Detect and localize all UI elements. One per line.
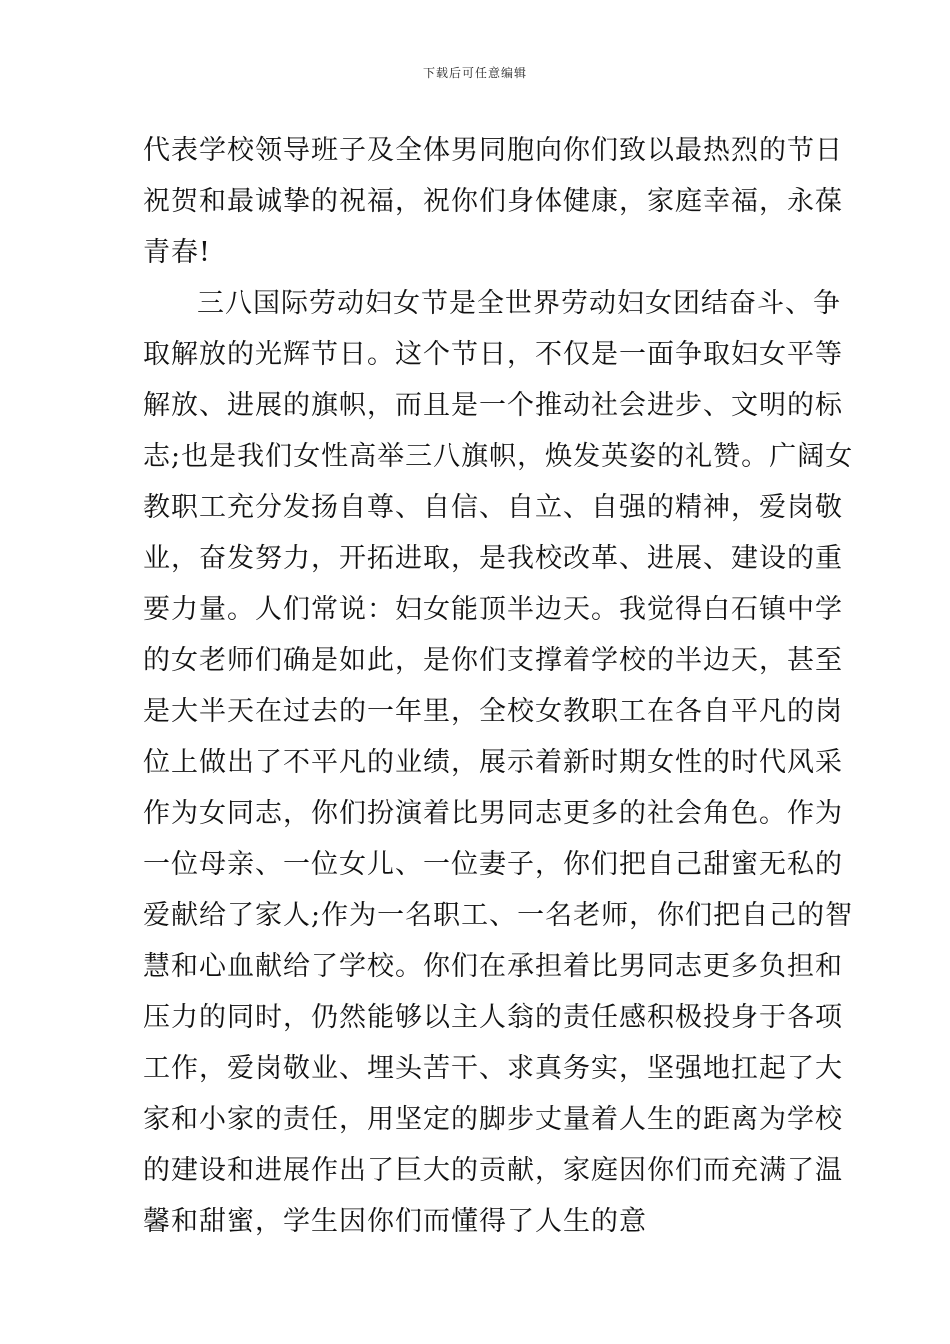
- text-line: 教职工充分发扬自尊、自信、自立、自强的精神，爱岗敬: [143, 492, 843, 523]
- paragraph-first-line: 三八国际劳动妇女节是全世界劳动妇女团结奋斗、争: [197, 288, 841, 319]
- text-line: 一位母亲、一位女儿、一位妻子，你们把自己甜蜜无私的: [143, 849, 843, 880]
- text-line: 解放、进展的旗帜，而且是一个推动社会进步、文明的标: [143, 390, 843, 421]
- text-line: 祝贺和最诚挚的祝福，祝你们身体健康，家庭幸福，永葆: [143, 186, 843, 217]
- text-line: 代表学校领导班子及全体男同胞向你们致以最热烈的节日: [143, 135, 843, 166]
- text-line: 取解放的光辉节日。这个节日，不仅是一面争取妇女平等: [143, 339, 843, 370]
- text-line: 慧和心血献给了学校。你们在承担着比男同志更多负担和: [143, 951, 843, 982]
- text-line: 业，奋发努力，开拓进取，是我校改革、进展、建设的重: [143, 543, 843, 574]
- text-line: 是大半天在过去的一年里，全校女教职工在各自平凡的岗: [143, 696, 843, 727]
- text-line: 位上做出了不平凡的业绩，展示着新时期女性的时代风采: [143, 747, 843, 778]
- text-line: 志;也是我们女性高举三八旗帜，焕发英姿的礼赞。广阔女: [143, 441, 854, 472]
- text-line: 作为女同志，你们扮演着比男同志更多的社会角色。作为: [143, 798, 843, 829]
- text-line: 的女老师们确是如此，是你们支撑着学校的半边天，甚至: [143, 645, 843, 676]
- page-header-note: 下载后可任意编辑: [422, 66, 527, 80]
- text-line: 爱献给了家人;作为一名职工、一名老师，你们把自己的智: [143, 900, 854, 931]
- text-line: 家和小家的责任，用坚定的脚步丈量着人生的距离为学校: [143, 1104, 843, 1135]
- text-line: 馨和甜蜜，学生因你们而懂得了人生的意: [143, 1206, 647, 1237]
- text-line: 青春!: [143, 237, 211, 268]
- text-line: 压力的同时，仍然能够以主人翁的责任感积极投身于各项: [143, 1002, 843, 1033]
- text-line: 要力量。人们常说：妇女能顶半边天。我觉得白石镇中学: [143, 594, 843, 625]
- text-line: 的建设和进展作出了巨大的贡献，家庭因你们而充满了温: [143, 1155, 843, 1186]
- text-line: 工作，爱岗敬业、埋头苦干、求真务实，坚强地扛起了大: [143, 1053, 843, 1084]
- document-body: [143, 125, 854, 1247]
